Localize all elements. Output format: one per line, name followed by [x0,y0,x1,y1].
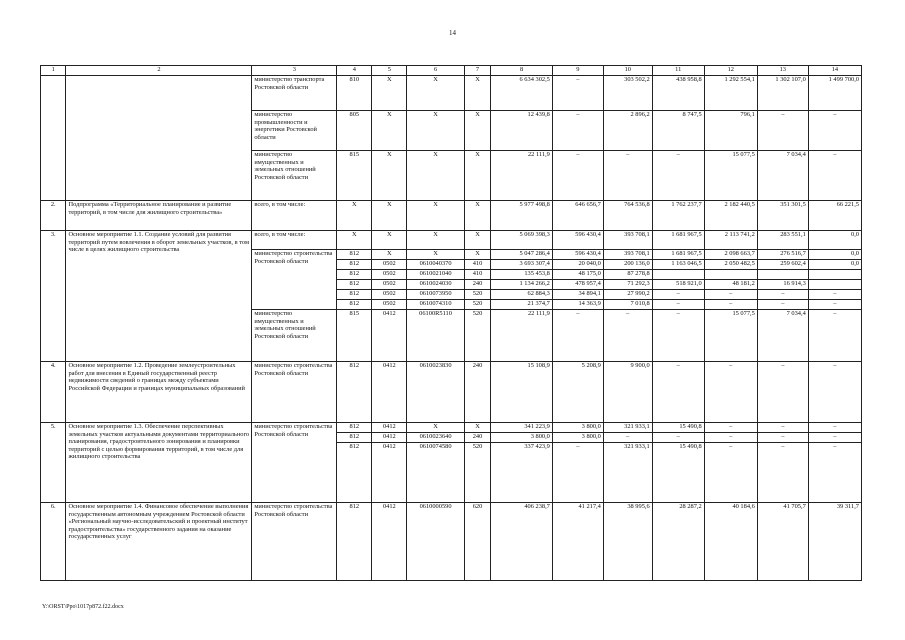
target-article-cell: 0610023830 [407,362,464,423]
year-cell: – [808,423,861,433]
year-cell: 478 957,4 [552,280,603,290]
year-cell: 5 208,9 [552,362,603,423]
expense-type-cell: X [464,111,491,151]
executor-cell: министерство имущественных и земельных отношений Ростовской области [252,310,337,362]
year-cell: 27 990,2 [603,290,652,300]
grbs-cell: 812 [337,503,372,581]
total-cell: 22 111,9 [491,151,553,201]
target-article-cell: 0610024030 [407,280,464,290]
target-article-cell: 0610023640 [407,433,464,443]
executor-cell: министерство имущественных и земельных отношений Ростовской области [252,151,337,201]
target-article-cell: 0610021040 [407,270,464,280]
year-cell: – [808,443,861,503]
year-cell: 796,1 [704,111,757,151]
year-cell: – [808,290,861,300]
year-cell: 3 800,0 [552,433,603,443]
year-cell: – [603,433,652,443]
year-cell: 1 292 554,1 [704,76,757,111]
table-row [41,362,862,423]
column-number: 1 [41,66,66,76]
year-cell: 87 278,8 [603,270,652,280]
target-article-cell: 0610040370 [407,260,464,270]
total-cell: 3 693 307,4 [491,260,553,270]
year-cell: 20 040,0 [552,260,603,270]
year-cell: 38 995,6 [603,503,652,581]
executor-cell: министерство промышленности и энергетики Ростовской области [252,111,337,151]
expense-type-cell: 240 [464,433,491,443]
program-name-cell: Основное мероприятие 1.1. Создание условий для развития территорий путем вовлечения в оборот земельных участков, в том числе в целях жилищного строительства [66,231,252,362]
year-cell: 438 958,8 [652,76,704,111]
grbs-cell: 812 [337,260,372,270]
program-name-cell: Подпрограмма «Территориальное планирование и развитие территорий, в том числе для жилищного строительства» [66,201,252,231]
program-name-cell: Основное мероприятие 1.3. Обеспечение перспективных земельных участков актуальными документами территориального планирования, градостроительного зонирования и планировки территорий с целью формирования территорий, в том числе для жилищного строительства [66,423,252,503]
year-cell: – [552,111,603,151]
year-cell: – [652,310,704,362]
grbs-cell: 810 [337,76,372,111]
page-number: 14 [449,29,456,37]
executor-cell: министерство транспорта Ростовской области [252,76,337,111]
row-index-cell: 2. [41,201,66,231]
row-index-cell: 6. [41,503,66,581]
year-cell: 0,0 [808,250,861,260]
executor-cell: всего, в том числе: [252,201,337,231]
year-cell: – [704,423,757,433]
year-cell: – [808,111,861,151]
year-cell: – [808,300,861,310]
expense-type-cell: X [464,201,491,231]
year-cell: 9 900,0 [603,362,652,423]
column-number: 7 [464,66,491,76]
year-cell: 2 098 663,7 [704,250,757,260]
program-name-cell: Основное мероприятие 1.2. Проведение землеустроительных работ для внесения в Единый государственный реестр недвижимости сведений о границах между субъектами Российской Федерации и границах муниципальных образований [66,362,252,423]
year-cell: 40 184,6 [704,503,757,581]
year-cell [704,270,757,280]
grbs-cell: 812 [337,362,372,423]
year-cell: 0,0 [808,260,861,270]
table-row [41,76,862,111]
total-cell: 22 111,9 [491,310,553,362]
target-article-cell: 0610074310 [407,300,464,310]
column-number: 6 [407,66,464,76]
year-cell: – [808,433,861,443]
target-article-cell: 0610073950 [407,290,464,300]
column-number: 5 [372,66,407,76]
total-cell: 5 047 286,4 [491,250,553,260]
year-cell: 1 762 237,7 [652,201,704,231]
year-cell [652,270,704,280]
expense-type-cell: 410 [464,270,491,280]
grbs-cell: X [337,231,372,250]
total-cell: 62 884,3 [491,290,553,300]
year-cell: – [757,423,808,433]
target-article-cell: X [407,201,464,231]
year-cell: 764 536,8 [603,201,652,231]
expense-type-cell: 520 [464,310,491,362]
total-cell: 341 223,9 [491,423,553,433]
table-row [41,231,862,250]
table-row [41,201,862,231]
year-cell: 3 800,0 [552,423,603,433]
year-cell: 15 077,5 [704,310,757,362]
year-cell: – [808,151,861,201]
column-number: 4 [337,66,372,76]
executor-cell: всего, в том числе: [252,231,337,250]
section-cell: 0412 [372,310,407,362]
section-cell: 0412 [372,423,407,433]
year-cell: – [652,290,704,300]
year-cell: – [552,76,603,111]
year-cell: 1 681 967,5 [652,231,704,250]
target-article-cell: X [407,231,464,250]
year-cell: 7 010,8 [603,300,652,310]
year-cell: – [757,290,808,300]
year-cell: – [757,111,808,151]
target-article-cell: X [407,151,464,201]
year-cell: – [808,310,861,362]
year-cell [808,270,861,280]
section-cell: 0412 [372,433,407,443]
grbs-cell: X [337,201,372,231]
grbs-cell: 812 [337,300,372,310]
section-cell: 0412 [372,443,407,503]
grbs-cell: 812 [337,433,372,443]
column-number: 2 [66,66,252,76]
column-number: 10 [603,66,652,76]
target-article-cell: 0610000590 [407,503,464,581]
year-cell: – [603,310,652,362]
year-cell: – [603,151,652,201]
year-cell: 1 681 967,5 [652,250,704,260]
total-cell: 3 800,0 [491,433,553,443]
year-cell: – [808,362,861,423]
target-article-cell: X [407,423,464,433]
target-article-cell: X [407,111,464,151]
target-article-cell: X [407,76,464,111]
program-name-cell [66,76,252,201]
year-cell: 351 301,5 [757,201,808,231]
year-cell: 7 034,4 [757,310,808,362]
column-number: 11 [652,66,704,76]
year-cell: – [757,443,808,503]
year-cell: 276 516,7 [757,250,808,260]
section-cell: X [372,151,407,201]
year-cell: 16 914,3 [757,280,808,290]
section-cell: X [372,111,407,151]
year-cell: 393 708,1 [603,231,652,250]
column-number: 9 [552,66,603,76]
year-cell: 41 705,7 [757,503,808,581]
year-cell: 0,0 [808,231,861,250]
total-cell: 5 069 398,3 [491,231,553,250]
target-article-cell: 06100R5110 [407,310,464,362]
year-cell: 2 896,2 [603,111,652,151]
year-cell: 15 077,5 [704,151,757,201]
year-cell: 28 287,2 [652,503,704,581]
total-cell: 5 977 498,8 [491,201,553,231]
expense-type-cell: 520 [464,300,491,310]
year-cell: 7 034,4 [757,151,808,201]
year-cell: 1 499 700,0 [808,76,861,111]
year-cell: 15 490,8 [652,443,704,503]
total-cell: 12 439,8 [491,111,553,151]
section-cell: 0412 [372,362,407,423]
expense-type-cell: 240 [464,280,491,290]
section-cell: 0502 [372,270,407,280]
year-cell: 66 221,5 [808,201,861,231]
expense-type-cell: 410 [464,260,491,270]
year-cell: 321 933,1 [603,443,652,503]
expense-type-cell: 240 [464,362,491,423]
grbs-cell: 815 [337,310,372,362]
column-number: 12 [704,66,757,76]
file-path-footer: Y:\ORST\Ppo\1017p872.f22.docx [42,604,124,610]
executor-cell: министерство строительства Ростовской области [252,423,337,503]
column-number: 3 [252,66,337,76]
year-cell: – [704,290,757,300]
row-index-cell: 5. [41,423,66,503]
expense-type-cell: X [464,231,491,250]
grbs-cell: 812 [337,443,372,503]
year-cell: 303 502,2 [603,76,652,111]
row-index-cell: 4. [41,362,66,423]
row-index-cell: 3. [41,231,66,362]
year-cell: – [757,433,808,443]
grbs-cell: 812 [337,250,372,260]
year-cell: – [704,443,757,503]
section-cell: 0412 [372,503,407,581]
grbs-cell: 812 [337,270,372,280]
expense-type-cell: X [464,151,491,201]
year-cell: – [757,300,808,310]
executor-cell: министерство строительства Ростовской области [252,250,337,310]
row-index-cell [41,76,66,201]
total-cell: 337 423,9 [491,443,553,503]
grbs-cell: 815 [337,151,372,201]
year-cell: – [552,310,603,362]
total-cell: 15 108,9 [491,362,553,423]
executor-cell: министерство строительства Ростовской области [252,503,337,581]
table-row [41,423,862,433]
target-article-cell: X [407,250,464,260]
year-cell: 2 050 482,5 [704,260,757,270]
year-cell: 15 490,8 [652,423,704,433]
year-cell: 41 217,4 [552,503,603,581]
grbs-cell: 812 [337,280,372,290]
year-cell: 71 292,3 [603,280,652,290]
year-cell: 393 708,1 [603,250,652,260]
grbs-cell: 805 [337,111,372,151]
budget-table [40,65,862,581]
year-cell: – [704,362,757,423]
section-cell: 0502 [372,290,407,300]
year-cell: – [652,151,704,201]
year-cell: 14 363,9 [552,300,603,310]
year-cell: 200 136,0 [603,260,652,270]
year-cell: – [704,300,757,310]
target-article-cell: 0610074580 [407,443,464,503]
year-cell: 8 747,5 [652,111,704,151]
grbs-cell: 812 [337,423,372,433]
year-cell: 321 933,1 [603,423,652,433]
year-cell: 48 175,0 [552,270,603,280]
section-cell: 0502 [372,260,407,270]
year-cell: – [652,300,704,310]
total-cell: 135 453,8 [491,270,553,280]
column-number: 13 [757,66,808,76]
year-cell: – [704,433,757,443]
year-cell: – [552,151,603,201]
year-cell: – [652,362,704,423]
section-cell: 0502 [372,300,407,310]
year-cell: 283 551,1 [757,231,808,250]
year-cell [808,280,861,290]
year-cell: 1 302 107,0 [757,76,808,111]
year-cell: 48 181,2 [704,280,757,290]
expense-type-cell: 620 [464,503,491,581]
year-cell: 2 182 440,5 [704,201,757,231]
column-number: 14 [808,66,861,76]
executor-cell: министерство строительства Ростовской области [252,362,337,423]
section-cell: X [372,201,407,231]
year-cell [757,270,808,280]
year-cell: 259 602,4 [757,260,808,270]
section-cell: X [372,250,407,260]
total-cell: 1 134 266,2 [491,280,553,290]
total-cell: 6 634 302,5 [491,76,553,111]
year-cell: 518 921,0 [652,280,704,290]
expense-type-cell: X [464,423,491,433]
section-cell: X [372,76,407,111]
total-cell: 21 374,7 [491,300,553,310]
year-cell: 1 163 046,5 [652,260,704,270]
table-row [41,503,862,581]
program-name-cell: Основное мероприятие 1.4. Финансовое обеспечение выполнения государственным автономным учреждением Ростовской области «Региональный научно-исследовательский и проектный институт градостроительства» государственного задания на оказание государственных услуг [66,503,252,581]
year-cell: – [652,433,704,443]
year-cell: – [757,362,808,423]
grbs-cell: 812 [337,290,372,300]
total-cell: 406 238,7 [491,503,553,581]
column-number: 8 [491,66,553,76]
year-cell: 34 894,1 [552,290,603,300]
year-cell: 596 430,4 [552,250,603,260]
expense-type-cell: 520 [464,443,491,503]
column-number-row [41,66,862,76]
expense-type-cell: X [464,250,491,260]
year-cell: 2 113 741,2 [704,231,757,250]
expense-type-cell: X [464,76,491,111]
year-cell: – [552,443,603,503]
section-cell: 0502 [372,280,407,290]
section-cell: X [372,231,407,250]
year-cell: 596 430,4 [552,231,603,250]
expense-type-cell: 520 [464,290,491,300]
year-cell: 39 311,7 [808,503,861,581]
year-cell: 646 656,7 [552,201,603,231]
